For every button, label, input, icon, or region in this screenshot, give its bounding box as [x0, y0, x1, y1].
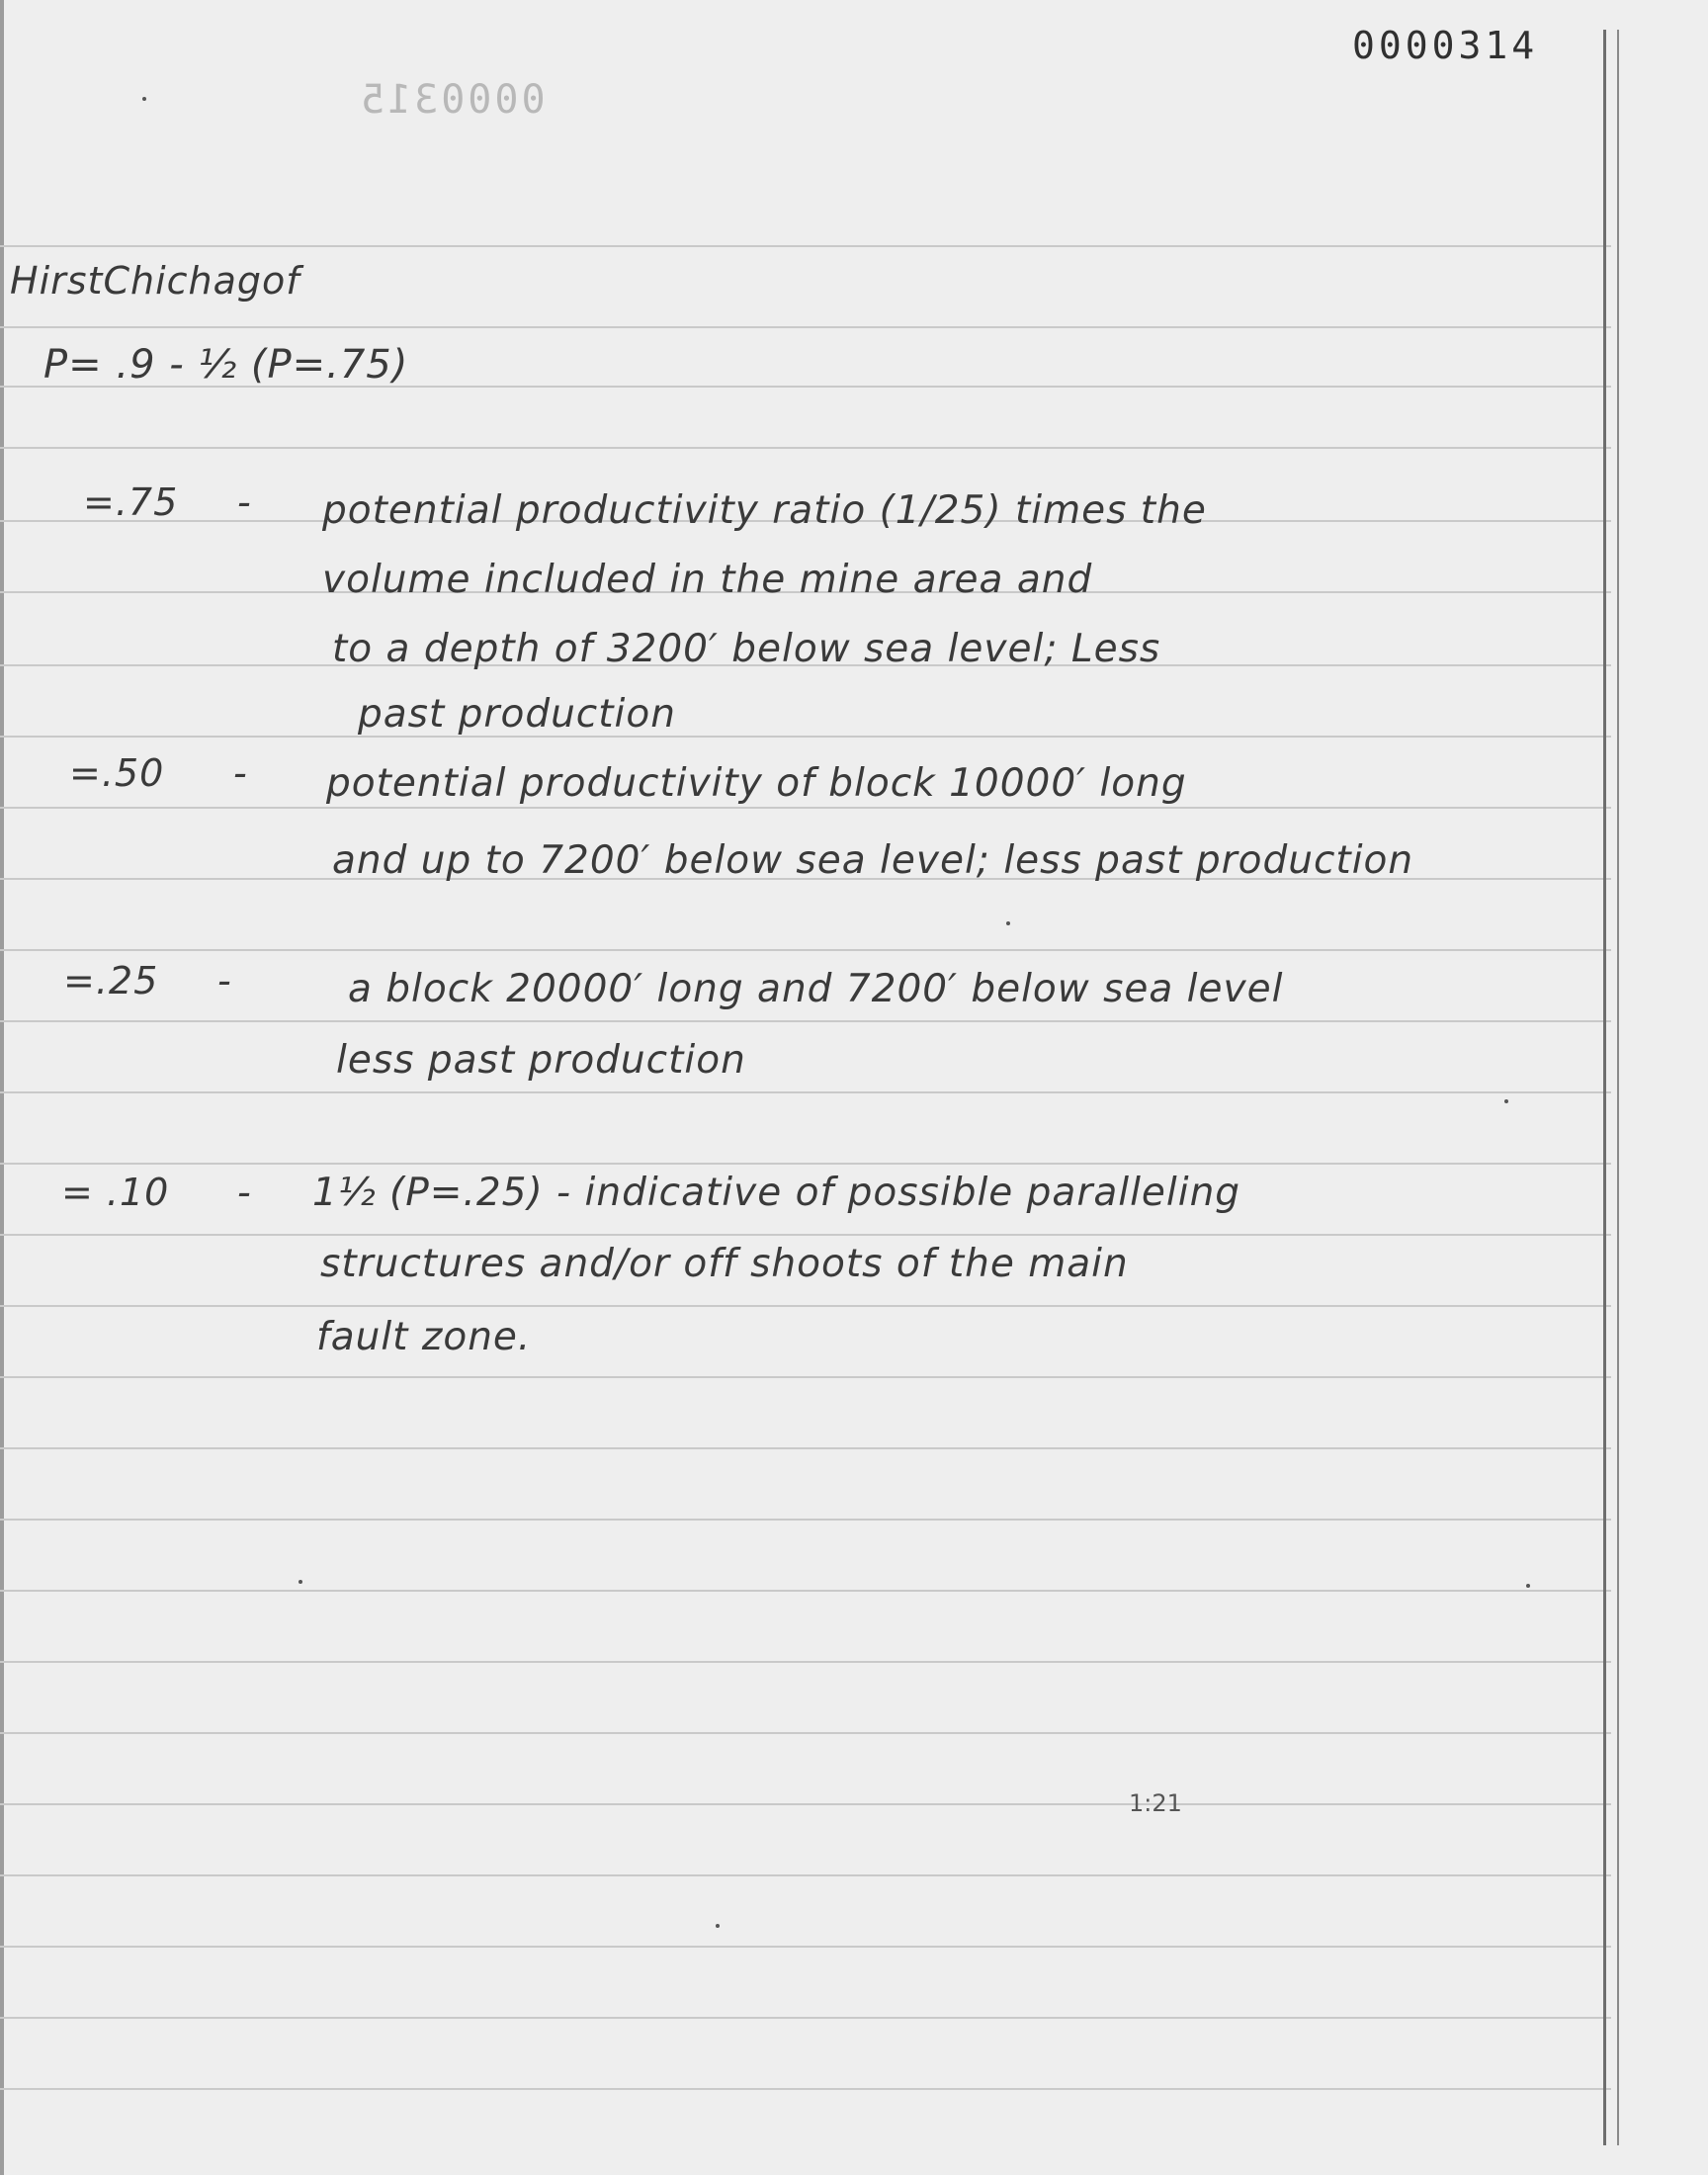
speck [716, 1924, 720, 1928]
note-formula: P= .9 - ½ (P=.75) [43, 342, 409, 388]
entry-line: less past production [336, 1038, 746, 1083]
footer-mark: 1:21 [1129, 1789, 1182, 1817]
speck [1006, 921, 1010, 925]
entry-line: volume included in the mine area and [322, 558, 1093, 602]
entry-line: potential productivity of block 10000′ long [326, 761, 1187, 806]
entry-probability: =.25 [63, 959, 159, 1002]
entry-line: to a depth of 3200′ below sea level; Less [332, 627, 1161, 671]
right-margin-rule [1603, 30, 1606, 2145]
bleed-through-number: 0000315 [358, 77, 546, 123]
entry-dash: - [237, 480, 252, 524]
entry-dash: - [237, 1171, 252, 1214]
entry-line: fault zone. [316, 1315, 532, 1359]
right-margin-rule-inner [1617, 30, 1619, 2145]
entry-dash: - [217, 959, 232, 1002]
entry-line: potential productivity ratio (1/25) times the [322, 488, 1207, 533]
entry-line: past production [358, 692, 676, 737]
entry-line: 1½ (P=.25) - indicative of possible paralleling [312, 1171, 1241, 1215]
speck [1504, 1099, 1508, 1103]
entry-probability: =.50 [69, 751, 165, 795]
entry-line: and up to 7200′ below sea level; less past production [332, 838, 1414, 883]
speck [1526, 1584, 1530, 1588]
speck [299, 1580, 302, 1584]
entry-line: structures and/or off shoots of the main [320, 1242, 1129, 1286]
entry-probability: =.75 [83, 480, 179, 524]
speck [142, 97, 146, 101]
note-heading: HirstChichagof [10, 259, 300, 303]
entry-line: a block 20000′ long and 7200′ below sea level [348, 967, 1284, 1011]
entry-dash: - [233, 751, 248, 795]
page-number: 0000314 [1352, 24, 1539, 67]
entry-probability: = .10 [61, 1171, 170, 1214]
